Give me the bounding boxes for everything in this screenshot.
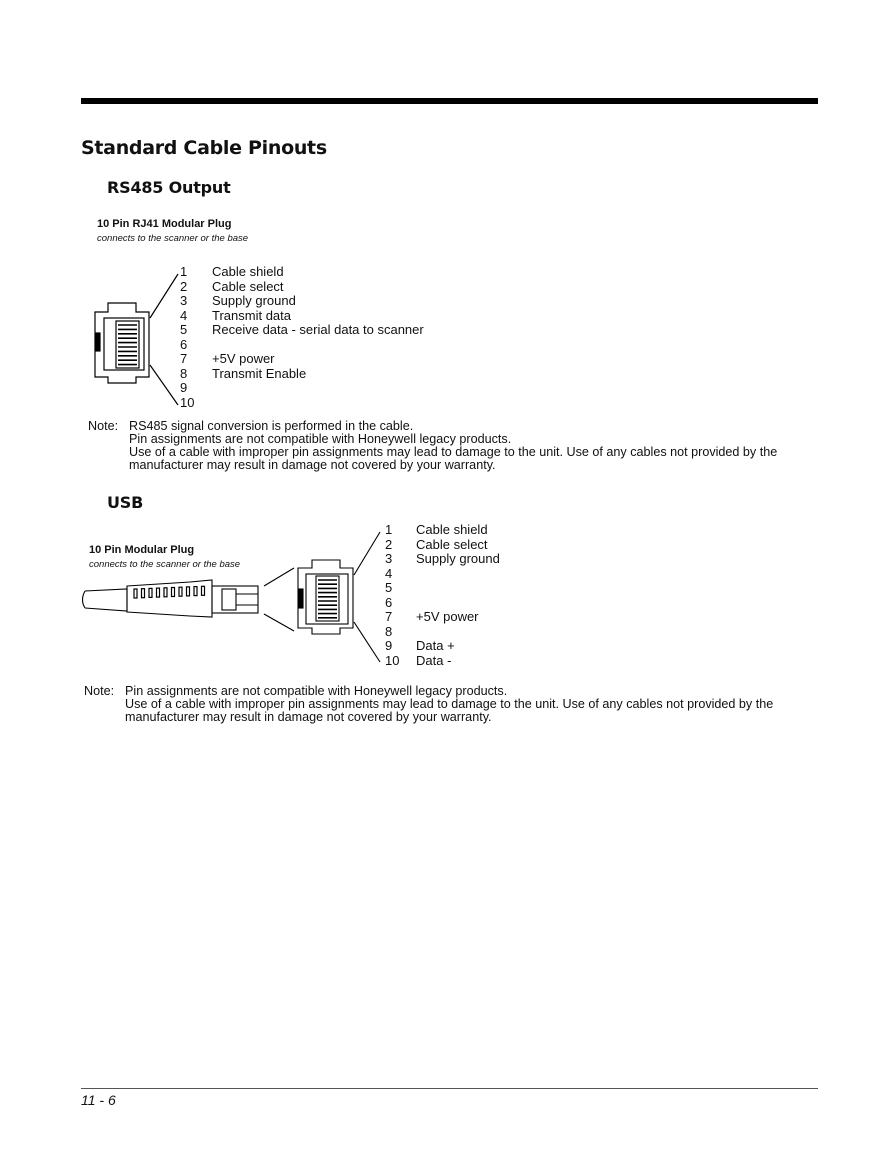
boot-rib: [179, 587, 182, 596]
bottom-rule: [81, 1088, 818, 1089]
boot-rib: [142, 589, 145, 598]
usb-pin-description: +5V power: [416, 609, 479, 624]
rs485-pin-number: 9: [180, 380, 188, 395]
rs485-plug-subtitle: connects to the scanner or the base: [97, 233, 249, 244]
usb-note-line: Pin assignments are not compatible with Honeywell legacy products.: [125, 684, 508, 698]
usb-note-line: Use of a cable with improper pin assignments may lead to damage to the unit. Use of any cables not provided by the: [125, 697, 774, 711]
usb-pin-number: 10: [385, 652, 400, 668]
usb-plug-title: 10 Pin Modular Plug: [89, 544, 195, 556]
usb-pin-number: 4: [385, 565, 393, 581]
rs485-pin-number: 7: [180, 351, 188, 366]
rs485-heading: RS485 Output: [107, 178, 231, 197]
rs485-pin-description: Supply ground: [212, 293, 296, 308]
usb-pin-number: 7: [385, 609, 393, 624]
boot-rib: [157, 588, 160, 597]
usb-pin-number: 9: [385, 638, 393, 653]
rs485-pin-number: 6: [180, 336, 188, 352]
rs485-pin-number: 3: [180, 293, 188, 308]
boot-rib: [149, 588, 152, 597]
rs485-pin-number: 5: [180, 322, 188, 337]
rs485-pin-description: Cable select: [212, 278, 284, 294]
usb-pin-description: Cable shield: [416, 522, 488, 537]
usb-pin-description: Data +: [416, 638, 455, 653]
usb-note-line: manufacturer may result in damage not covered by your warranty.: [125, 710, 492, 724]
usb-pin-number: 8: [385, 623, 393, 639]
rs485-pin-number: 2: [180, 278, 188, 294]
rs485-note-line: Pin assignments are not compatible with Honeywell legacy products.: [129, 432, 512, 446]
usb-pin-description: Data -: [416, 652, 452, 668]
usb-pin-number: 6: [385, 594, 393, 610]
usb-pin-number: 1: [385, 522, 393, 537]
rs485-note-line: Use of a cable with improper pin assignments may lead to damage to the unit. Use of any cables not provided by the: [129, 445, 778, 459]
boot-rib: [134, 589, 137, 598]
rs485-pin-description: +5V power: [212, 351, 275, 366]
rs485-pin-description: Cable shield: [212, 264, 284, 279]
page-title: Standard Cable Pinouts: [81, 137, 327, 159]
boot-rib: [164, 588, 167, 597]
boot-rib: [202, 586, 205, 595]
rs485-note-line: RS485 signal conversion is performed in the cable.: [129, 419, 414, 433]
rs485-pin-description: Receive data - serial data to scanner: [212, 322, 424, 337]
usb-pin-description: Supply ground: [416, 551, 500, 566]
usb-heading: USB: [107, 493, 144, 512]
usb-plug-subtitle: connects to the scanner or the base: [89, 559, 241, 570]
rs485-pin-description: Transmit data: [212, 307, 291, 323]
rs485-pin-number: 8: [180, 365, 188, 381]
usb-pin-number: 3: [385, 551, 393, 566]
rs485-pin-description: Transmit Enable: [212, 365, 307, 381]
rs485-note-label: Note:: [88, 419, 119, 433]
boot-rib: [172, 588, 175, 597]
boot-rib: [194, 587, 197, 596]
usb-pin-description: Cable select: [416, 536, 488, 552]
page-number: 11 - 6: [81, 1092, 116, 1108]
rs485-pin-number: 4: [180, 307, 188, 323]
boot-rib: [187, 587, 190, 596]
rs485-pin-number: 1: [180, 264, 188, 279]
rs485-pin-number: 10: [180, 394, 195, 410]
usb-pin-number: 2: [385, 536, 393, 552]
rs485-plug-title: 10 Pin RJ41 Modular Plug: [97, 218, 232, 230]
rs485-note-line: manufacturer may result in damage not covered by your warranty.: [129, 458, 496, 472]
usb-note-label: Note:: [84, 684, 115, 698]
usb-pin-number: 5: [385, 580, 393, 595]
